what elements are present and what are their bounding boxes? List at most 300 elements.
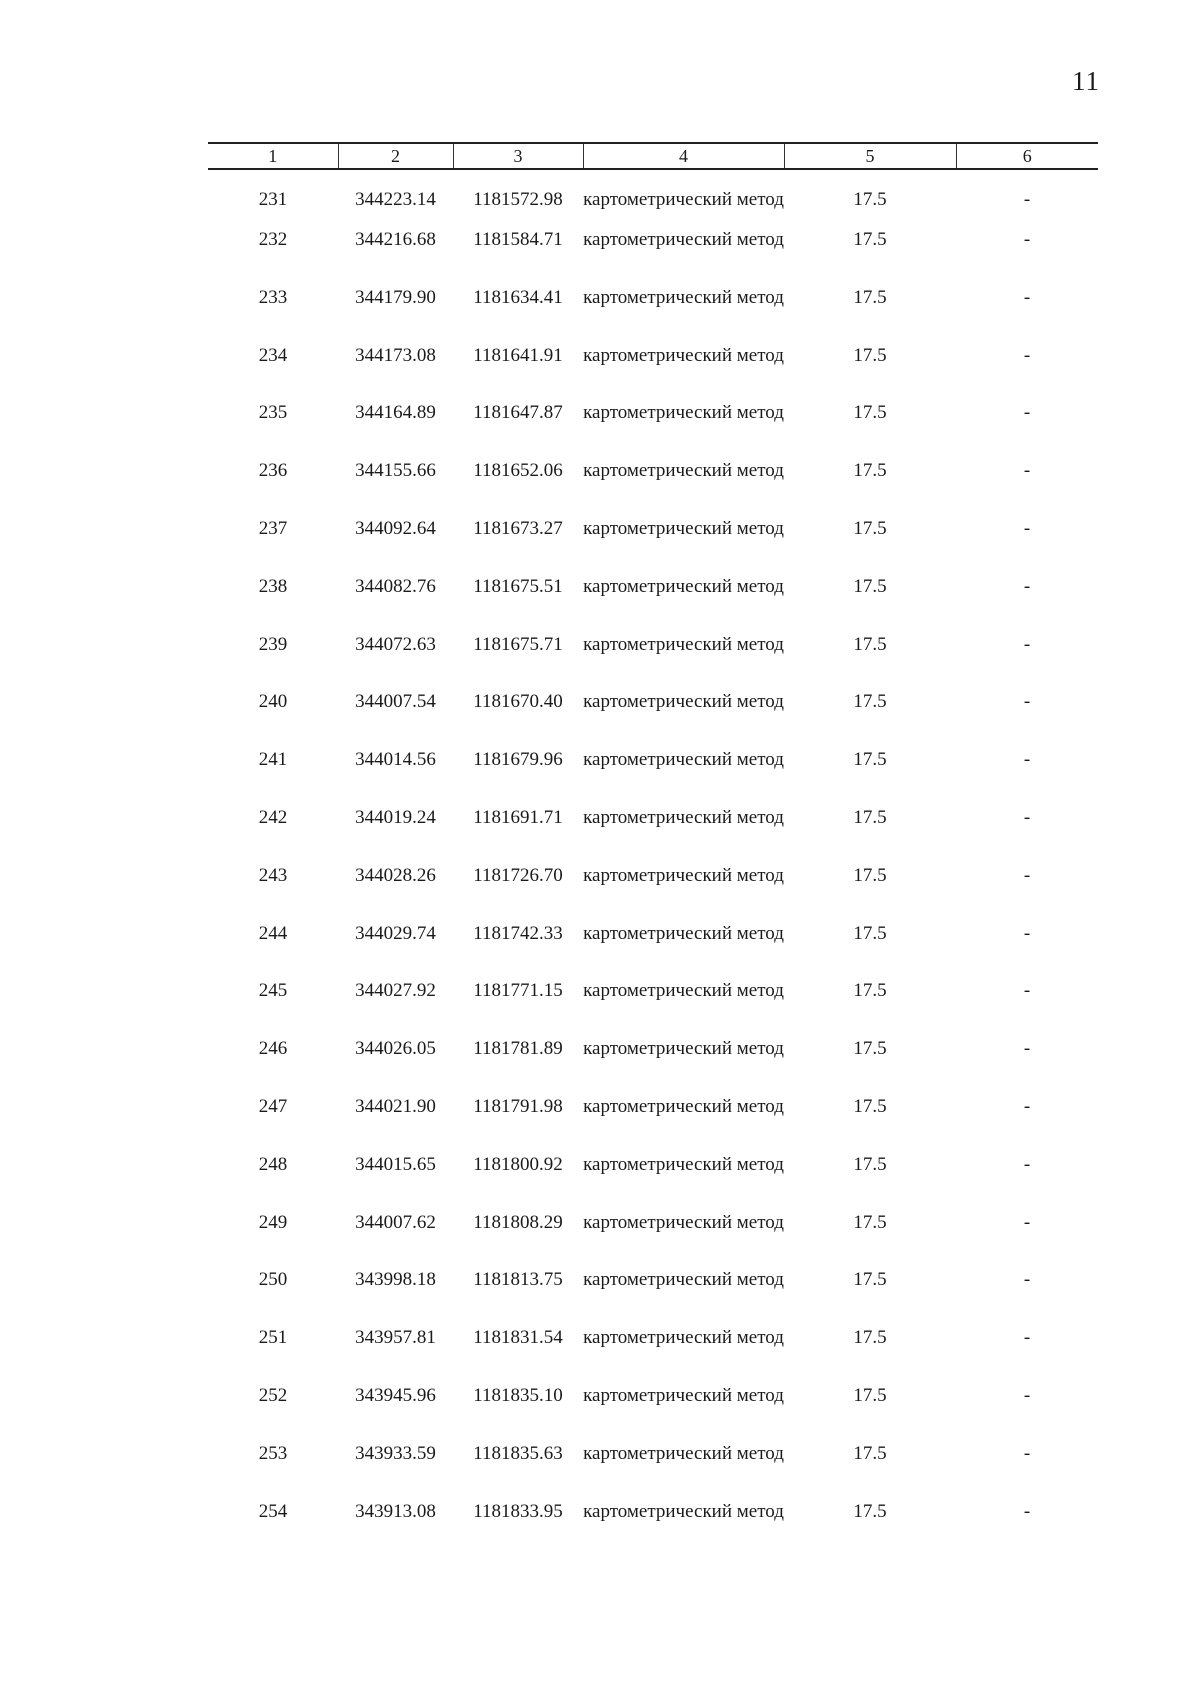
accuracy-cell: [784, 1268, 956, 1326]
coord-x-cell: [338, 459, 453, 517]
point-number: 254: [258, 1500, 288, 1522]
accuracy: 17.5: [853, 1038, 887, 1060]
point-number: 249: [258, 1211, 288, 1233]
table-row: [208, 1268, 1098, 1326]
accuracy-cell: [784, 401, 956, 459]
method: картометрический метод: [583, 229, 784, 250]
note: -: [1023, 517, 1031, 539]
note: -: [1023, 189, 1031, 210]
point-number-cell: [208, 1037, 338, 1095]
table-row: [208, 1500, 1098, 1558]
coord-x-cell: [338, 1442, 453, 1500]
coord-y-cell: [453, 344, 583, 402]
note: -: [1023, 922, 1031, 944]
note-cell: [956, 922, 1098, 980]
point-number: 252: [258, 1384, 288, 1406]
note: -: [1023, 460, 1031, 482]
method: картометрический метод: [583, 1095, 784, 1117]
accuracy-cell: [784, 748, 956, 806]
coord-y-cell: [453, 1442, 583, 1500]
accuracy-cell: [784, 517, 956, 575]
point-number-cell: [208, 286, 338, 344]
accuracy-cell: [784, 1384, 956, 1442]
note-cell: [956, 344, 1098, 402]
note-cell: [956, 864, 1098, 922]
header-cell-6: 6: [956, 143, 1098, 169]
method: картометрический метод: [583, 286, 784, 308]
coord-y-cell: [453, 517, 583, 575]
method: картометрический метод: [583, 922, 784, 944]
point-number: 233: [258, 286, 288, 308]
coord-y: 1181781.89: [473, 1038, 563, 1060]
coord-y-cell: [453, 169, 583, 228]
coord-x: 344026.05: [355, 1038, 436, 1060]
method: картометрический метод: [583, 980, 784, 1002]
table-row: [208, 286, 1098, 344]
accuracy-cell: [784, 806, 956, 864]
note-cell: [956, 748, 1098, 806]
accuracy-cell: [784, 690, 956, 748]
coord-x: 343998.18: [355, 1269, 436, 1291]
coord-y: 1181652.06: [473, 460, 563, 482]
coord-y: 1181813.75: [473, 1269, 563, 1291]
coord-y-cell: [453, 1268, 583, 1326]
point-number-cell: [208, 1326, 338, 1384]
accuracy: 17.5: [853, 749, 887, 771]
note: -: [1023, 344, 1031, 366]
method-cell: [583, 1326, 784, 1384]
coord-x: 344021.90: [355, 1095, 436, 1117]
coord-x-cell: [338, 922, 453, 980]
method-cell: [583, 286, 784, 344]
coord-x-cell: [338, 517, 453, 575]
point-number-cell: [208, 633, 338, 691]
coord-y-cell: [453, 459, 583, 517]
coord-y: 1181634.41: [473, 286, 563, 308]
coord-x-cell: [338, 633, 453, 691]
coord-x-cell: [338, 286, 453, 344]
accuracy: 17.5: [853, 1442, 887, 1464]
coord-y-cell: [453, 633, 583, 691]
coord-y: 1181831.54: [473, 1327, 563, 1349]
point-number-cell: [208, 1500, 338, 1558]
coord-x-cell: [338, 169, 453, 228]
coord-y-cell: [453, 286, 583, 344]
point-number: 232: [258, 229, 288, 250]
note: -: [1023, 1038, 1031, 1060]
method: картометрический метод: [583, 1211, 784, 1233]
point-number: 247: [258, 1095, 288, 1117]
coord-x: 344216.68: [355, 229, 436, 250]
method-cell: [583, 1384, 784, 1442]
coord-x: 344082.76: [355, 575, 436, 597]
accuracy-cell: [784, 286, 956, 344]
accuracy-cell: [784, 344, 956, 402]
note: -: [1023, 633, 1031, 655]
accuracy: 17.5: [853, 1269, 887, 1291]
note-cell: [956, 228, 1098, 286]
accuracy: 17.5: [853, 864, 887, 886]
accuracy-cell: [784, 1442, 956, 1500]
coord-y-cell: [453, 690, 583, 748]
header-cell-3: 3: [453, 143, 583, 169]
coord-y: 1181673.27: [473, 517, 563, 539]
coord-y: 1181675.71: [473, 633, 563, 655]
coord-x: 344014.56: [355, 749, 436, 771]
coord-y-cell: [453, 922, 583, 980]
accuracy: 17.5: [853, 1211, 887, 1233]
coord-y: 1181641.91: [473, 344, 563, 366]
coord-x-cell: [338, 1211, 453, 1269]
accuracy: 17.5: [853, 1500, 887, 1522]
note: -: [1023, 575, 1031, 597]
method: картометрический метод: [583, 864, 784, 886]
accuracy-cell: [784, 1153, 956, 1211]
note-cell: [956, 286, 1098, 344]
note-cell: [956, 633, 1098, 691]
accuracy: 17.5: [853, 922, 887, 944]
accuracy: 17.5: [853, 1327, 887, 1349]
coord-x: 344223.14: [355, 189, 436, 210]
coord-x-cell: [338, 401, 453, 459]
method: картометрический метод: [583, 517, 784, 539]
note: -: [1023, 229, 1031, 250]
point-number: 251: [258, 1327, 288, 1349]
coord-x-cell: [338, 748, 453, 806]
table-row: [208, 344, 1098, 402]
coord-y: 1181835.63: [473, 1442, 563, 1464]
method-cell: [583, 690, 784, 748]
note-cell: [956, 979, 1098, 1037]
accuracy-cell: [784, 459, 956, 517]
coord-x-cell: [338, 806, 453, 864]
coord-x-cell: [338, 1268, 453, 1326]
coord-x-cell: [338, 690, 453, 748]
coord-x-cell: [338, 575, 453, 633]
accuracy-cell: [784, 228, 956, 286]
table-row: [208, 922, 1098, 980]
accuracy-cell: [784, 169, 956, 228]
point-number-cell: [208, 1211, 338, 1269]
method-cell: [583, 344, 784, 402]
accuracy: 17.5: [853, 402, 887, 424]
method-cell: [583, 633, 784, 691]
note: -: [1023, 286, 1031, 308]
note-cell: [956, 806, 1098, 864]
table-row: [208, 979, 1098, 1037]
table-body: [208, 169, 1098, 1557]
coord-x-cell: [338, 1153, 453, 1211]
note: -: [1023, 806, 1031, 828]
coord-y: 1181584.71: [473, 229, 563, 250]
point-number: 231: [258, 189, 288, 210]
table-row: [208, 459, 1098, 517]
coord-y-cell: [453, 979, 583, 1037]
method: картометрический метод: [583, 344, 784, 366]
coord-x: 344179.90: [355, 286, 436, 308]
method: картометрический метод: [583, 1038, 784, 1060]
method-cell: [583, 1153, 784, 1211]
accuracy-cell: [784, 1095, 956, 1153]
table-row: [208, 1384, 1098, 1442]
method-cell: [583, 979, 784, 1037]
table-row: [208, 169, 1098, 228]
coord-y: 1181670.40: [473, 691, 563, 713]
note-cell: [956, 517, 1098, 575]
point-number: 238: [258, 575, 288, 597]
coord-y-cell: [453, 806, 583, 864]
method: картометрический метод: [583, 1269, 784, 1291]
note-cell: [956, 1500, 1098, 1558]
accuracy: 17.5: [853, 189, 887, 210]
coord-y: 1181771.15: [473, 980, 563, 1002]
point-number: 235: [258, 402, 288, 424]
accuracy: 17.5: [853, 286, 887, 308]
method: картометрический метод: [583, 749, 784, 771]
point-number: 242: [258, 806, 288, 828]
header-cell-1: 1: [208, 143, 338, 169]
point-number-cell: [208, 228, 338, 286]
coord-x: 344029.74: [355, 922, 436, 944]
coord-x-cell: [338, 344, 453, 402]
method: картометрический метод: [583, 189, 784, 210]
coord-y: 1181791.98: [473, 1095, 563, 1117]
table-row: [208, 228, 1098, 286]
method-cell: [583, 517, 784, 575]
note-cell: [956, 1442, 1098, 1500]
coord-y: 1181833.95: [473, 1500, 563, 1522]
header-cell-4: 4: [583, 143, 784, 169]
point-number: 239: [258, 633, 288, 655]
note: -: [1023, 1442, 1031, 1464]
point-number-cell: [208, 459, 338, 517]
note-cell: [956, 1326, 1098, 1384]
point-number: 253: [258, 1442, 288, 1464]
coord-y-cell: [453, 1326, 583, 1384]
point-number-cell: [208, 922, 338, 980]
note: -: [1023, 1500, 1031, 1522]
coord-x: 344019.24: [355, 806, 436, 828]
note: -: [1023, 980, 1031, 1002]
coord-y: 1181808.29: [473, 1211, 563, 1233]
accuracy: 17.5: [853, 1384, 887, 1406]
coord-x: 343913.08: [355, 1500, 436, 1522]
coord-y-cell: [453, 1211, 583, 1269]
note-cell: [956, 459, 1098, 517]
accuracy-cell: [784, 864, 956, 922]
point-number-cell: [208, 517, 338, 575]
accuracy-cell: [784, 1037, 956, 1095]
coord-y-cell: [453, 864, 583, 922]
point-number-cell: [208, 979, 338, 1037]
method-cell: [583, 1037, 784, 1095]
table-row: [208, 690, 1098, 748]
note-cell: [956, 401, 1098, 459]
method: картометрический метод: [583, 1327, 784, 1349]
method: картометрический метод: [583, 1500, 784, 1522]
point-number: 241: [258, 749, 288, 771]
point-number: 246: [258, 1038, 288, 1060]
coord-y: 1181835.10: [473, 1384, 563, 1406]
coord-y-cell: [453, 401, 583, 459]
coord-y-cell: [453, 1153, 583, 1211]
method-cell: [583, 575, 784, 633]
accuracy: 17.5: [853, 691, 887, 713]
note: -: [1023, 749, 1031, 771]
method: картометрический метод: [583, 633, 784, 655]
note: -: [1023, 1211, 1031, 1233]
method: картометрический метод: [583, 1153, 784, 1175]
table-row: [208, 633, 1098, 691]
method: картометрический метод: [583, 402, 784, 424]
method-cell: [583, 864, 784, 922]
accuracy-cell: [784, 979, 956, 1037]
point-number: 250: [258, 1269, 288, 1291]
accuracy-cell: [784, 633, 956, 691]
method-cell: [583, 922, 784, 980]
coord-x-cell: [338, 979, 453, 1037]
table-row: [208, 1211, 1098, 1269]
page-number: 11: [1072, 66, 1100, 96]
coord-y-cell: [453, 1500, 583, 1558]
method: картометрический метод: [583, 460, 784, 482]
note-cell: [956, 575, 1098, 633]
coord-y: 1181800.92: [473, 1153, 563, 1175]
method-cell: [583, 228, 784, 286]
method-cell: [583, 401, 784, 459]
coord-x: 343957.81: [355, 1327, 436, 1349]
method-cell: [583, 806, 784, 864]
method: картометрический метод: [583, 691, 784, 713]
method-cell: [583, 459, 784, 517]
method-cell: [583, 169, 784, 228]
accuracy-cell: [784, 922, 956, 980]
accuracy-cell: [784, 1326, 956, 1384]
method-cell: [583, 748, 784, 806]
method: картометрический метод: [583, 1442, 784, 1464]
coord-y-cell: [453, 575, 583, 633]
point-number: 248: [258, 1153, 288, 1175]
point-number-cell: [208, 1153, 338, 1211]
coord-y-cell: [453, 1384, 583, 1442]
header-row: [208, 143, 1098, 169]
note-cell: [956, 1037, 1098, 1095]
point-number: 245: [258, 980, 288, 1002]
table-row: [208, 517, 1098, 575]
point-number-cell: [208, 1442, 338, 1500]
point-number-cell: [208, 344, 338, 402]
table-row: [208, 1153, 1098, 1211]
point-number-cell: [208, 1384, 338, 1442]
coord-x-cell: [338, 1037, 453, 1095]
accuracy-cell: [784, 575, 956, 633]
coord-y-cell: [453, 1095, 583, 1153]
note: -: [1023, 1269, 1031, 1291]
coord-x: 344028.26: [355, 864, 436, 886]
note-cell: [956, 690, 1098, 748]
note: -: [1023, 691, 1031, 713]
coord-x: 344027.92: [355, 980, 436, 1002]
method-cell: [583, 1268, 784, 1326]
note: -: [1023, 1327, 1031, 1349]
coord-x: 344164.89: [355, 402, 436, 424]
coord-y-cell: [453, 1037, 583, 1095]
accuracy: 17.5: [853, 575, 887, 597]
method-cell: [583, 1095, 784, 1153]
coord-x: 343945.96: [355, 1384, 436, 1406]
coord-y: 1181675.51: [473, 575, 563, 597]
method-cell: [583, 1500, 784, 1558]
accuracy: 17.5: [853, 980, 887, 1002]
header-cell-5: 5: [784, 143, 956, 169]
coord-x: 344007.54: [355, 691, 436, 713]
table-row: [208, 806, 1098, 864]
coord-x-cell: [338, 1384, 453, 1442]
accuracy: 17.5: [853, 460, 887, 482]
point-number: 243: [258, 864, 288, 886]
coord-x: 343933.59: [355, 1442, 436, 1464]
method-cell: [583, 1211, 784, 1269]
coord-x-cell: [338, 864, 453, 922]
coord-y: 1181726.70: [473, 864, 563, 886]
table-row: [208, 1442, 1098, 1500]
coord-y: 1181647.87: [473, 402, 563, 424]
point-number: 234: [258, 344, 288, 366]
accuracy: 17.5: [853, 344, 887, 366]
method: картометрический метод: [583, 575, 784, 597]
coord-y: 1181679.96: [473, 749, 563, 771]
coord-x: 344072.63: [355, 633, 436, 655]
coord-y-cell: [453, 748, 583, 806]
coord-x-cell: [338, 1095, 453, 1153]
point-number-cell: [208, 401, 338, 459]
coord-y-cell: [453, 228, 583, 286]
method: картометрический метод: [583, 1384, 784, 1406]
point-number-cell: [208, 1095, 338, 1153]
note-cell: [956, 1153, 1098, 1211]
accuracy-cell: [784, 1500, 956, 1558]
accuracy: 17.5: [853, 1095, 887, 1117]
table-header: [208, 143, 1098, 169]
note-cell: [956, 169, 1098, 228]
table-row: [208, 1037, 1098, 1095]
point-number-cell: [208, 169, 338, 228]
point-number: 240: [258, 691, 288, 713]
accuracy: 17.5: [853, 1153, 887, 1175]
coord-x-cell: [338, 1326, 453, 1384]
coord-y: 1181572.98: [473, 189, 563, 210]
header-cell-2: 2: [338, 143, 453, 169]
point-number-cell: [208, 1268, 338, 1326]
note-cell: [956, 1211, 1098, 1269]
coord-x-cell: [338, 228, 453, 286]
accuracy: 17.5: [853, 633, 887, 655]
point-number-cell: [208, 864, 338, 922]
point-number-cell: [208, 748, 338, 806]
coord-x: 344092.64: [355, 517, 436, 539]
point-number: 244: [258, 922, 288, 944]
note: -: [1023, 1384, 1031, 1406]
table-row: [208, 1095, 1098, 1153]
accuracy: 17.5: [853, 517, 887, 539]
point-number: 237: [258, 517, 288, 539]
point-number-cell: [208, 806, 338, 864]
note-cell: [956, 1095, 1098, 1153]
coordinates-table: [208, 142, 1098, 1557]
coord-y: 1181691.71: [473, 806, 563, 828]
note: -: [1023, 1153, 1031, 1175]
accuracy: 17.5: [853, 806, 887, 828]
